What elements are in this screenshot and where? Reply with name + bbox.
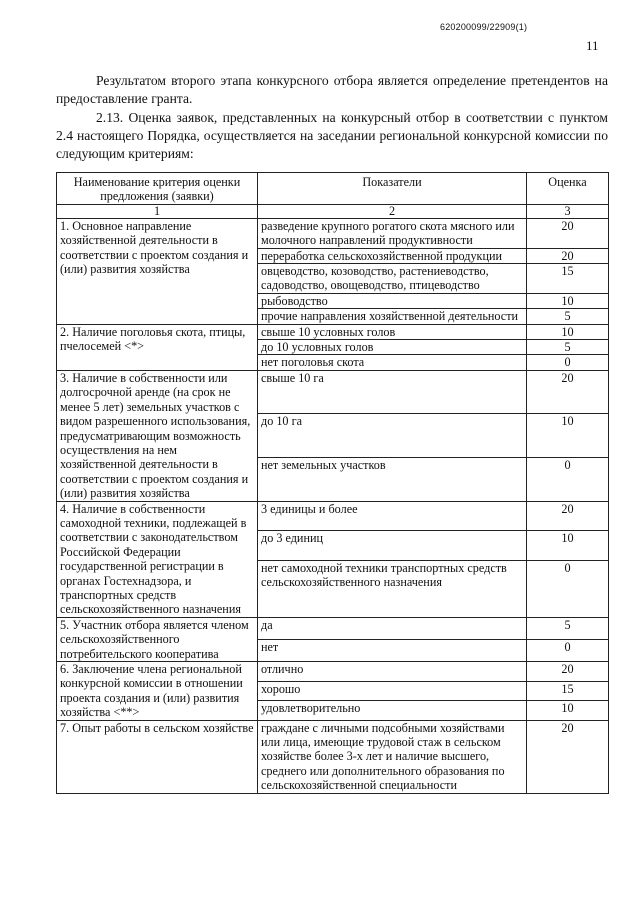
intro-paragraph-1: Результатом второго этапа конкурсного отбора является определение претендентов на предоставление гранта. bbox=[56, 73, 608, 106]
score-cell: 20 bbox=[527, 501, 609, 531]
indicator-cell: граждане с личными подсобными хозяйствами или лица, имеющие трудовой стаж в сельском хозяйстве более 3-х лет и наличие высшего, среднего или дополнительного образования по сельскохозяйственной специальности bbox=[258, 720, 527, 793]
table-row bbox=[57, 370, 609, 414]
table-row bbox=[57, 501, 609, 531]
score-cell: 0 bbox=[527, 355, 609, 370]
indicator-cell: нет поголовья скота bbox=[258, 355, 527, 370]
indicator-cell: переработка сельскохозяйственной продукции bbox=[258, 248, 527, 263]
column-number: 2 bbox=[258, 204, 527, 218]
indicator-cell: удовлетворительно bbox=[258, 701, 527, 721]
score-cell: 15 bbox=[527, 264, 609, 294]
score-cell: 20 bbox=[527, 720, 609, 793]
column-number-row bbox=[57, 204, 609, 218]
score-cell: 20 bbox=[527, 662, 609, 682]
table-row bbox=[57, 218, 609, 248]
criterion-name: 4. Наличие в собственности самоходной техники, подлежащей в соответствии с законодательством Российской Федерации государственной регистрации в органах Гостехнадзора, и транспортных средств сельскохозяйственного назначения bbox=[57, 501, 258, 617]
column-number: 3 bbox=[527, 204, 609, 218]
indicator-cell: рыбоводство bbox=[258, 293, 527, 308]
criterion-name: 7. Опыт работы в сельском хозяйстве bbox=[57, 720, 258, 793]
score-cell: 10 bbox=[527, 531, 609, 561]
score-cell: 5 bbox=[527, 309, 609, 324]
score-cell: 20 bbox=[527, 248, 609, 263]
criteria-body bbox=[57, 218, 609, 793]
score-cell: 5 bbox=[527, 340, 609, 355]
indicator-cell: хорошо bbox=[258, 681, 527, 701]
intro-paragraph-2: 2.13. Оценка заявок, представленных на конкурсный отбор в соответствии с пунктом 2.4 настоящего Порядка, осуществляется на заседании региональной конкурсной комиссии по следующим критериям: bbox=[56, 110, 608, 161]
indicator-cell: свыше 10 га bbox=[258, 370, 527, 414]
score-cell: 0 bbox=[527, 457, 609, 501]
column-number: 1 bbox=[57, 204, 258, 218]
criteria-table bbox=[56, 172, 609, 794]
criterion-name: 2. Наличие поголовья скота, птицы, пчелосемей <*> bbox=[57, 324, 258, 370]
score-cell: 20 bbox=[527, 218, 609, 248]
criterion-name: 6. Заключение члена региональной конкурсной комиссии в отношении проекта создания и (или) развития хозяйства <**> bbox=[57, 662, 258, 721]
score-cell: 10 bbox=[527, 701, 609, 721]
indicator-cell: 3 единицы и более bbox=[258, 501, 527, 531]
indicator-cell: свыше 10 условных голов bbox=[258, 324, 527, 339]
indicator-cell: до 10 га bbox=[258, 414, 527, 458]
score-cell: 0 bbox=[527, 639, 609, 661]
table-row bbox=[57, 617, 609, 639]
header-score: Оценка bbox=[527, 173, 609, 205]
score-cell: 15 bbox=[527, 681, 609, 701]
header-criterion: Наименование критерия оценки предложения (заявки) bbox=[57, 173, 258, 205]
indicator-cell: нет bbox=[258, 639, 527, 661]
indicator-cell: до 3 единиц bbox=[258, 531, 527, 561]
score-cell: 10 bbox=[527, 324, 609, 339]
score-cell: 10 bbox=[527, 414, 609, 458]
score-cell: 20 bbox=[527, 370, 609, 414]
indicator-cell: прочие направления хозяйственной деятельности bbox=[258, 309, 527, 324]
table-row bbox=[57, 324, 609, 339]
table-row bbox=[57, 720, 609, 793]
indicator-cell: да bbox=[258, 617, 527, 639]
table-row bbox=[57, 662, 609, 682]
indicator-cell: нет земельных участков bbox=[258, 457, 527, 501]
page-number: 11 bbox=[586, 38, 599, 53]
indicator-cell: до 10 условных голов bbox=[258, 340, 527, 355]
indicator-cell: разведение крупного рогатого скота мясного или молочного направлений продуктивности bbox=[258, 218, 527, 248]
criterion-name: 3. Наличие в собственности или долгосрочной аренде (на срок не менее 5 лет) земельных участков с видом разрешенного использования, предусматривающим возможность осуществления на нем хозяйственной деятельности в соответствии с проектом создания и (или) развития хозяйства bbox=[57, 370, 258, 501]
document-id: 620200099/22909(1) bbox=[440, 22, 528, 32]
indicator-cell: нет самоходной техники транспортных средств сельскохозяйственного назначения bbox=[258, 560, 527, 617]
indicator-cell: отлично bbox=[258, 662, 527, 682]
header-indicators: Показатели bbox=[258, 173, 527, 205]
criterion-name: 1. Основное направление хозяйственной деятельности в соответствии с проектом создания и (или) развития хозяйства bbox=[57, 218, 258, 324]
score-cell: 10 bbox=[527, 293, 609, 308]
table-header-row bbox=[57, 173, 609, 205]
score-cell: 0 bbox=[527, 560, 609, 617]
criterion-name: 5. Участник отбора является членом сельскохозяйственного потребительского кооператива bbox=[57, 617, 258, 661]
score-cell: 5 bbox=[527, 617, 609, 639]
indicator-cell: овцеводство, козоводство, растениеводство, садоводство, овощеводство, птицеводство bbox=[258, 264, 527, 294]
